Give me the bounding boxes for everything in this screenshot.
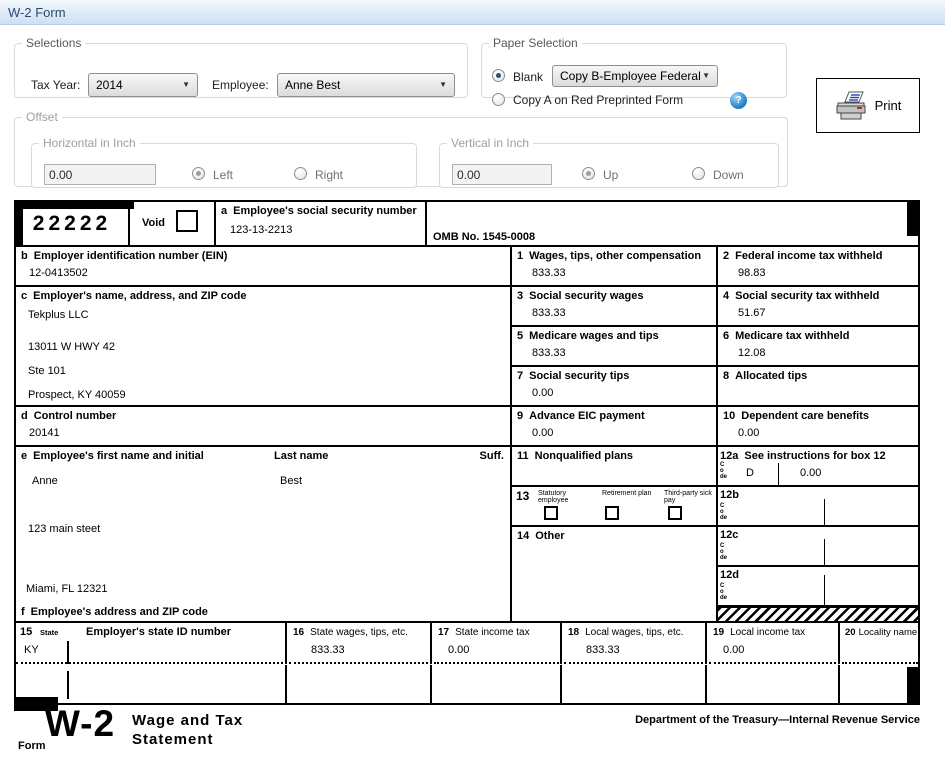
paper-selection-legend: Paper Selection	[493, 36, 578, 50]
offset-left-label[interactable]: Left	[213, 168, 234, 182]
divider	[67, 671, 69, 699]
employer-suite: Ste 101	[28, 365, 66, 377]
box-4-cell	[718, 287, 918, 327]
omb-number: OMB No. 1545-0008	[433, 231, 536, 243]
box-10-cell	[718, 407, 918, 447]
box-15-state-label: State	[40, 628, 59, 637]
box-19-number: 19	[713, 627, 725, 638]
chevron-down-icon: ▼	[182, 80, 190, 89]
employee-value: Anne Best	[285, 78, 341, 92]
box-15-value: KY	[24, 644, 39, 656]
box-12a-code: D	[746, 467, 754, 479]
box-19-value: 0.00	[723, 644, 745, 656]
box-11-number: 11	[517, 450, 529, 462]
suffix-label: Suff.	[479, 450, 504, 462]
box-5-label: Medicare wages and tips	[529, 330, 659, 342]
box-13-cell	[512, 487, 718, 527]
copy-type-value: Copy B-Employee Federal	[560, 69, 701, 83]
box-d-letter: d	[21, 410, 28, 422]
statutory-employee-checkbox	[544, 506, 558, 520]
box-4-label: Social security tax withheld	[735, 290, 880, 302]
box-d-cell	[16, 407, 512, 447]
state-row-2-cell	[709, 665, 840, 703]
box-e-letter: e	[21, 450, 28, 462]
box-10-label: Dependent care benefits	[741, 410, 870, 422]
tax-year-select[interactable]	[88, 73, 198, 97]
offset-up-radio[interactable]	[582, 167, 595, 180]
control-code: 22222	[32, 212, 112, 235]
box-1-label: Wages, tips, other compensation	[529, 250, 702, 262]
divider	[67, 641, 69, 664]
blank-radio[interactable]	[492, 69, 505, 82]
selections-legend: Selections	[26, 36, 82, 50]
horizontal-offset-group	[31, 136, 417, 188]
employee-select[interactable]	[277, 73, 455, 97]
box-6-number: 6	[723, 330, 730, 342]
box-14-cell	[512, 527, 718, 621]
box-18-value: 833.33	[586, 644, 620, 656]
last-name-label: Last name	[274, 450, 329, 462]
box-12a-cell	[718, 447, 918, 487]
box-15-label: Employer's state ID number	[86, 626, 232, 638]
tax-year-value: 2014	[96, 78, 123, 92]
box-14-label: Other	[535, 530, 565, 542]
employer-name: Tekplus LLC	[28, 309, 89, 321]
box-12c-cell	[718, 527, 918, 567]
box-13-number: 13	[516, 489, 530, 503]
retirement-plan-label: Retirement plan	[602, 490, 652, 497]
box-18-cell	[564, 623, 707, 664]
omb-cell	[427, 202, 918, 247]
footer-form-word: Form	[18, 740, 46, 752]
box-2-cell	[718, 247, 918, 287]
vertical-offset-legend: Vertical in Inch	[451, 136, 530, 150]
box-7-number: 7	[517, 370, 524, 382]
box-9-value: 0.00	[532, 427, 554, 439]
box-12b-cell	[718, 487, 918, 527]
box-16-cell	[289, 623, 432, 664]
box-12a-number: 12a	[720, 450, 739, 462]
box-6-label: Medicare tax withheld	[735, 330, 850, 342]
state-row-2-cell	[434, 665, 562, 703]
box-1-cell	[512, 247, 718, 287]
box-a-letter: a	[221, 205, 228, 217]
employer-street: 13011 W HWY 42	[28, 341, 116, 353]
box-3-label: Social security wages	[529, 290, 644, 302]
tax-year-label: Tax Year:	[31, 78, 81, 92]
box-9-number: 9	[517, 410, 524, 422]
box-12a-value: 0.00	[800, 467, 822, 479]
box-3-cell	[512, 287, 718, 327]
help-icon[interactable]: ?	[730, 92, 747, 109]
offset-right-radio[interactable]	[294, 167, 307, 180]
box-5-cell	[512, 327, 718, 367]
box-12b-code-column: Code	[720, 503, 728, 521]
box-5-number: 5	[517, 330, 524, 342]
copy-a-radio[interactable]	[492, 93, 505, 106]
box-f-label: Employee's address and ZIP code	[30, 606, 208, 618]
footer-treasury-text: Department of the Treasury—Internal Revenue Service	[635, 714, 920, 726]
box-14-number: 14	[517, 530, 530, 542]
window-title: W-2 Form	[0, 0, 945, 25]
offset-legend: Offset	[26, 110, 58, 124]
retirement-plan-checkbox	[605, 506, 619, 520]
footer-form-code: W-2	[45, 703, 116, 744]
box-b-letter: b	[21, 250, 28, 262]
printer-icon	[835, 90, 871, 122]
offset-down-label[interactable]: Down	[713, 168, 744, 182]
state-row-2-cell	[289, 665, 432, 703]
box-20-cell	[842, 623, 918, 664]
horizontal-offset-legend: Horizontal in Inch	[43, 136, 136, 150]
footer-title-line2: Statement	[132, 731, 214, 748]
box-11-cell	[512, 447, 718, 487]
third-party-sick-pay-label: Third-party sick pay	[664, 490, 712, 504]
box-18-label: Local wages, tips, etc.	[585, 627, 684, 638]
box-4-number: 4	[723, 290, 730, 302]
statutory-employee-label: Statutory employee	[538, 490, 569, 504]
box-9-label: Advance EIC payment	[529, 410, 645, 422]
box-a-cell	[216, 202, 427, 247]
box-17-number: 17	[438, 627, 450, 638]
chevron-down-icon: ▼	[702, 71, 710, 80]
box-12a-label: See instructions for box 12	[744, 450, 886, 462]
box-8-number: 8	[723, 370, 730, 382]
box-d-label: Control number	[33, 410, 117, 422]
box-8-cell	[718, 367, 918, 407]
employee-street: 123 main steet	[28, 523, 101, 535]
box-12c-number: 12c	[720, 529, 739, 541]
offset-left-radio[interactable]	[192, 167, 205, 180]
divider	[824, 539, 825, 565]
selections-group	[14, 36, 468, 98]
corner-mark	[907, 667, 920, 705]
box-11-label: Nonqualified plans	[534, 450, 634, 462]
third-party-sick-pay-checkbox	[668, 506, 682, 520]
box-6-cell	[718, 327, 918, 367]
print-button-label: Print	[874, 98, 902, 113]
box-10-value: 0.00	[738, 427, 760, 439]
box-b-label: Employer identification number (EIN)	[33, 250, 228, 262]
footer-title-line1: Wage and Tax	[132, 712, 244, 729]
offset-right-label[interactable]: Right	[315, 168, 344, 182]
employer-city: Prospect, KY 40059	[28, 389, 126, 401]
hatched-area	[718, 605, 918, 621]
box-2-label: Federal income tax withheld	[735, 250, 883, 262]
box-12d-cell	[718, 567, 918, 605]
employee-last-name: Best	[280, 475, 303, 487]
state-row-2-cell	[16, 665, 287, 703]
vertical-offset-group	[439, 136, 779, 188]
box-e-label: Employee's first name and initial	[33, 450, 204, 462]
box-19-cell	[709, 623, 840, 664]
box-a-label: Employee's social security number	[233, 205, 417, 217]
box-19-label: Local income tax	[730, 627, 806, 638]
box-12d-code-column: Code	[720, 583, 728, 601]
box-b-cell	[16, 247, 512, 287]
box-17-value: 0.00	[448, 644, 470, 656]
box-1-value: 833.33	[532, 267, 566, 279]
print-button[interactable]	[816, 78, 920, 133]
box-9-cell	[512, 407, 718, 447]
divider	[824, 499, 825, 525]
divider	[824, 575, 825, 605]
box-6-value: 12.08	[738, 347, 766, 359]
box-c-label: Employer's name, address, and ZIP code	[33, 290, 247, 302]
box-8-label: Allocated tips	[735, 370, 808, 382]
box-20-number: 20	[845, 627, 856, 638]
box-18-number: 18	[568, 627, 580, 638]
box-16-label: State wages, tips, etc.	[310, 627, 408, 638]
employee-first-name: Anne	[32, 475, 58, 487]
employee-label: Employee:	[212, 78, 269, 92]
offset-down-radio[interactable]	[692, 167, 705, 180]
copy-type-select[interactable]	[552, 65, 718, 87]
box-16-value: 833.33	[311, 644, 345, 656]
box-7-cell	[512, 367, 718, 407]
box-5-value: 833.33	[532, 347, 566, 359]
vertical-offset-input[interactable]	[452, 164, 552, 185]
blank-radio-label[interactable]: Blank	[513, 70, 544, 84]
box-c-letter: c	[21, 290, 28, 302]
box-2-value: 98.83	[738, 267, 766, 279]
box-3-value: 833.33	[532, 307, 566, 319]
box-f-letter: f	[21, 606, 25, 618]
offset-group	[14, 110, 788, 187]
box-17-cell	[434, 623, 562, 664]
ssn-value: 123-13-2213	[230, 224, 293, 236]
box-7-label: Social security tips	[529, 370, 630, 382]
box-20-label: Locality name	[858, 627, 918, 638]
void-label: Void	[142, 217, 166, 229]
box-1-number: 1	[517, 250, 524, 262]
box-17-label: State income tax	[455, 627, 530, 638]
void-cell	[130, 202, 216, 247]
box-10-number: 10	[723, 410, 736, 422]
control-number-value: 20141	[29, 427, 60, 439]
divider	[778, 463, 779, 485]
state-row-2-cell	[564, 665, 707, 703]
box-3-number: 3	[517, 290, 524, 302]
box-15-number: 15	[20, 626, 33, 638]
box-2-number: 2	[723, 250, 730, 262]
box-12d-number: 12d	[720, 569, 739, 581]
ein-value: 12-0413502	[29, 267, 88, 279]
horizontal-offset-input[interactable]	[44, 164, 156, 185]
box-15-cell	[16, 623, 287, 664]
box-4-value: 51.67	[738, 307, 766, 319]
box-16-number: 16	[293, 627, 305, 638]
box-7-value: 0.00	[532, 387, 554, 399]
void-checkbox	[176, 210, 198, 232]
chevron-down-icon: ▼	[439, 80, 447, 89]
control-code-cell	[16, 202, 130, 247]
box-12a-code-column: Code	[720, 462, 728, 480]
offset-up-label[interactable]: Up	[603, 168, 619, 182]
box-c-cell	[16, 287, 512, 407]
box-12b-number: 12b	[720, 489, 739, 501]
w2-form-preview	[14, 200, 920, 705]
box-e-cell	[16, 447, 512, 621]
box-12c-code-column: Code	[720, 543, 728, 561]
paper-selection-group	[481, 36, 787, 107]
copy-a-radio-label[interactable]: Copy A on Red Preprinted Form	[513, 93, 684, 107]
employee-city: Miami, FL 12321	[26, 583, 108, 595]
